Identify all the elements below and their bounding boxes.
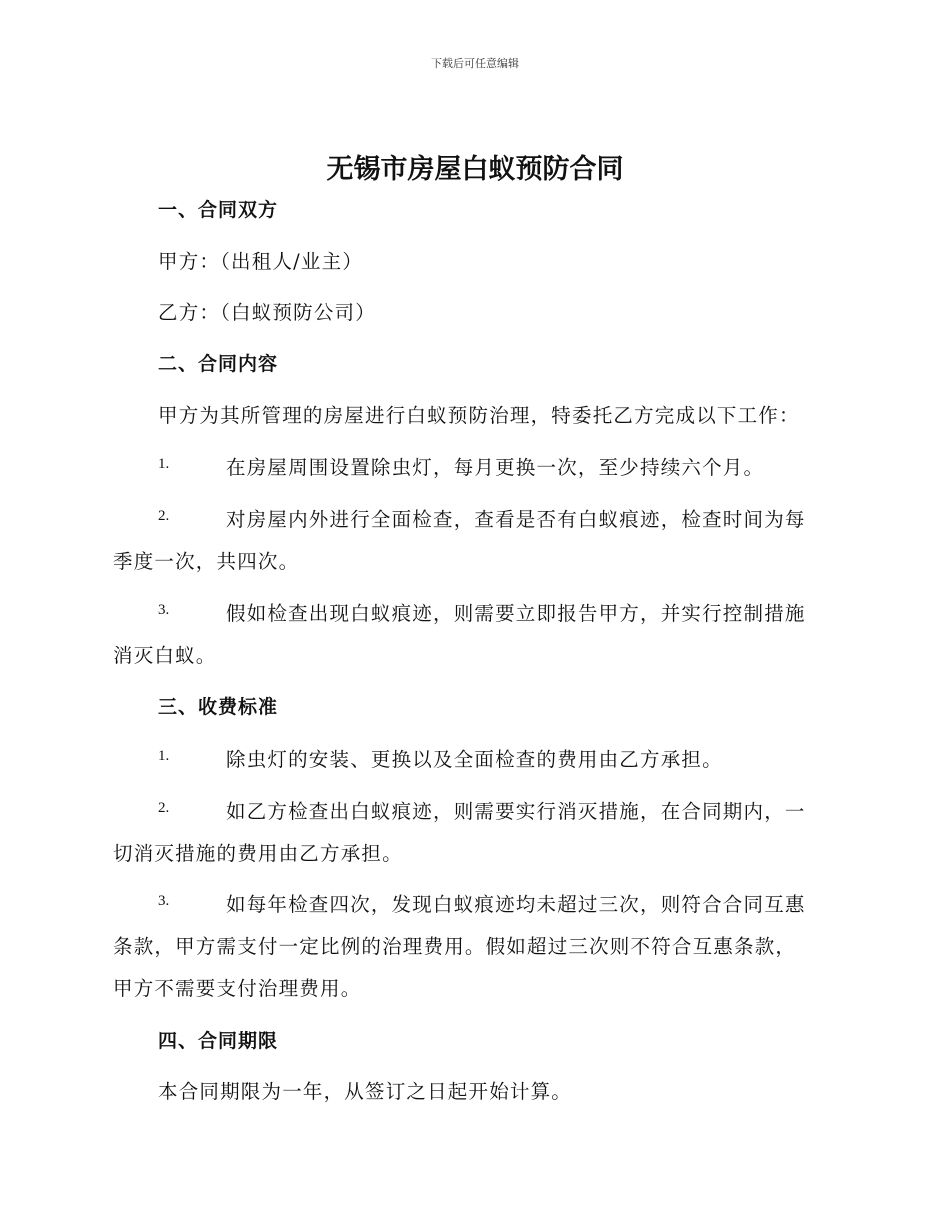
list-item-number: 1.	[158, 456, 170, 472]
content-intro: 甲方为其所管理的房屋进行白蚁预防治理，特委托乙方完成以下工作：	[158, 404, 800, 427]
header-note: 下载后可任意编辑	[431, 57, 519, 70]
party-b-line: 乙方：（白蚁预防公司）	[158, 301, 376, 324]
list-item-text: 假如检查出现白蚁痕迹，则需要立即报告甲方，并实行控制措施	[226, 602, 806, 625]
list-item-text: 在房屋周围设置除虫灯，每月更换一次，至少持续六个月。	[226, 456, 765, 479]
list-item-text: 如每年检查四次，发现白蚁痕迹均未超过三次，则符合合同互惠	[226, 893, 806, 916]
section-heading-content: 二、合同内容	[158, 353, 279, 375]
list-item-number: 2.	[158, 800, 170, 816]
list-item-number: 3.	[158, 602, 170, 618]
list-item-text-continued: 甲方不需要支付治理费用。	[113, 977, 362, 1000]
list-item-number: 3.	[158, 893, 170, 909]
list-item-number: 2.	[158, 508, 170, 524]
section-heading-fees: 三、收费标准	[158, 696, 279, 718]
section-heading-parties: 一、合同双方	[158, 199, 279, 221]
list-item-text-continued: 条款，甲方需支付一定比例的治理费用。假如超过三次则不符合互惠条款，	[113, 935, 797, 958]
list-item-text-continued: 季度一次，共四次。	[113, 550, 300, 573]
list-item-text-continued: 消灭白蚁。	[113, 644, 217, 667]
list-item-text-continued: 切消灭措施的费用由乙方承担。	[113, 842, 403, 865]
list-item-text: 如乙方检查出白蚁痕迹，则需要实行消灭措施，在合同期内，一	[226, 800, 806, 823]
document-title: 无锡市房屋白蚁预防合同	[326, 154, 624, 185]
term-text: 本合同期限为一年，从签订之日起开始计算。	[158, 1080, 573, 1103]
list-item-text: 除虫灯的安装、更换以及全面检查的费用由乙方承担。	[226, 748, 723, 771]
party-a-line: 甲方：（出租人/业主）	[158, 250, 364, 273]
section-heading-term: 四、合同期限	[158, 1030, 279, 1052]
list-item-text: 对房屋内外进行全面检查，查看是否有白蚁痕迹，检查时间为每	[226, 508, 806, 531]
list-item-number: 1.	[158, 748, 170, 764]
